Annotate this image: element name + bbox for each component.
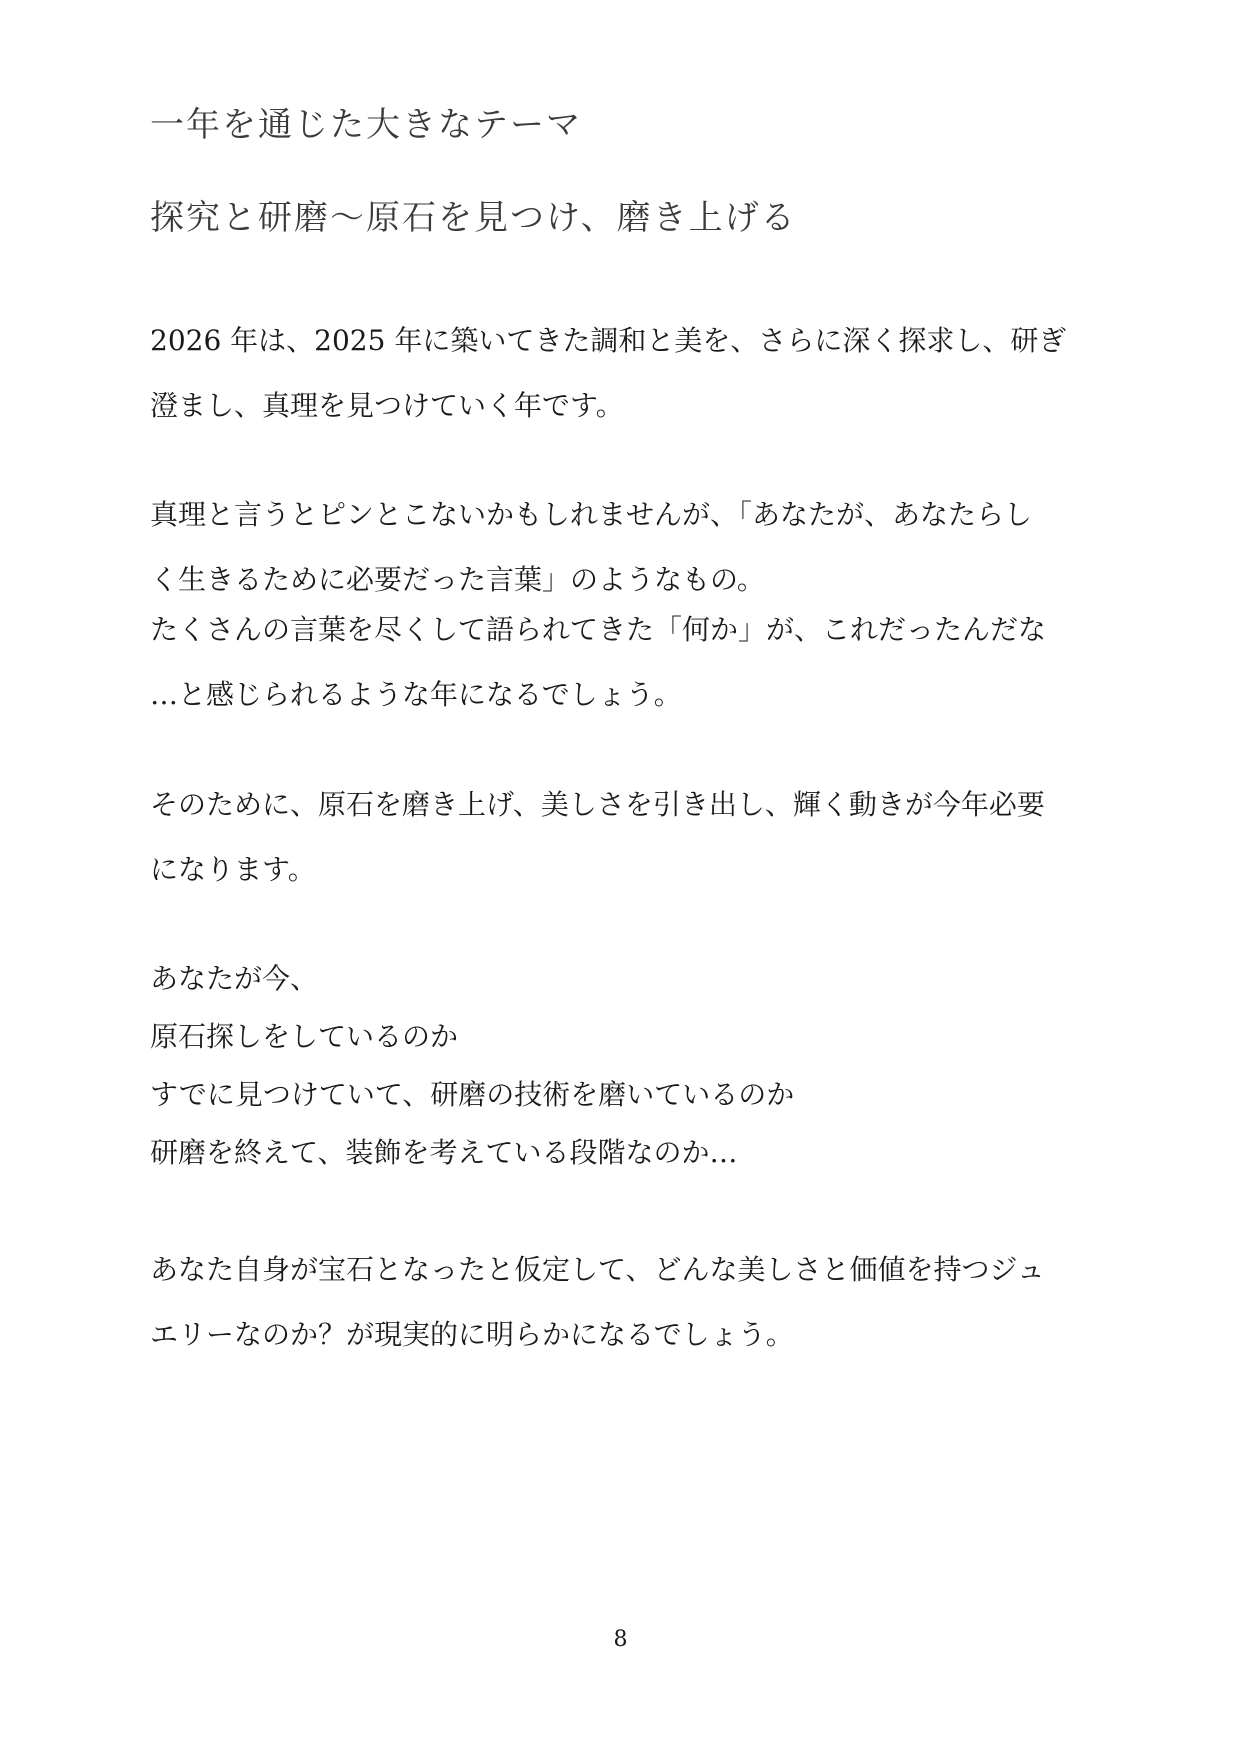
- paragraph-year-intro: [150, 308, 1100, 438]
- list-item: [150, 1062, 1100, 1127]
- paragraph-line: …と感じられるような年になるでしょう。: [150, 678, 682, 711]
- paragraph-line: になります。: [150, 853, 316, 886]
- paragraph-line: あなた自身が宝石となったと仮定して、どんな美しさと価値を持つジュ: [150, 1253, 1045, 1286]
- list-line: あなたが今、: [150, 962, 319, 995]
- paragraph-jewel: [150, 1237, 1100, 1367]
- paragraph-words: [150, 597, 1100, 727]
- page-number: 8: [613, 1627, 628, 1652]
- paragraph-line: 真理と言うとピンとこないかもしれませんが、「あなたが、あなたらし: [150, 498, 1033, 531]
- list-line: 原石探しをしているのか: [150, 1020, 459, 1053]
- list-item: [150, 1004, 1100, 1069]
- paragraph-line: そのために、原石を磨き上げ、美しさを引き出し、輝く動きが今年必要: [150, 788, 1045, 821]
- document-page: [150, 0, 1100, 1755]
- list-line: すでに見つけていて、研磨の技術を磨いているのか: [150, 1078, 795, 1111]
- paragraph-line: く生きるために必要だった言葉」のようなもの。: [150, 563, 765, 596]
- paragraph-line: 2026 年は、2025 年に築いてきた調和と美を、さらに深く探求し、研ぎ: [150, 324, 1067, 357]
- theme-title-heading: 探究と研磨〜原石を見つけ、磨き上げる: [150, 198, 797, 238]
- paragraph-line: エリーなのか？が現実的に明らかになるでしょう。: [150, 1318, 794, 1351]
- list-line: 研磨を終えて、装飾を考えている段階なのか…: [150, 1136, 738, 1169]
- paragraph-truth: [150, 482, 1100, 612]
- paragraph-line: たくさんの言葉を尽くして語られてきた「何か」が、これだったんだな: [150, 613, 1047, 646]
- theme-label-heading: 一年を通じた大きなテーマ: [150, 105, 582, 145]
- paragraph-line: 澄まし、真理を見つけていく年です。: [150, 389, 624, 422]
- paragraph-polish: [150, 772, 1100, 902]
- list-item: [150, 1120, 1100, 1185]
- list-intro: [150, 946, 1100, 1011]
